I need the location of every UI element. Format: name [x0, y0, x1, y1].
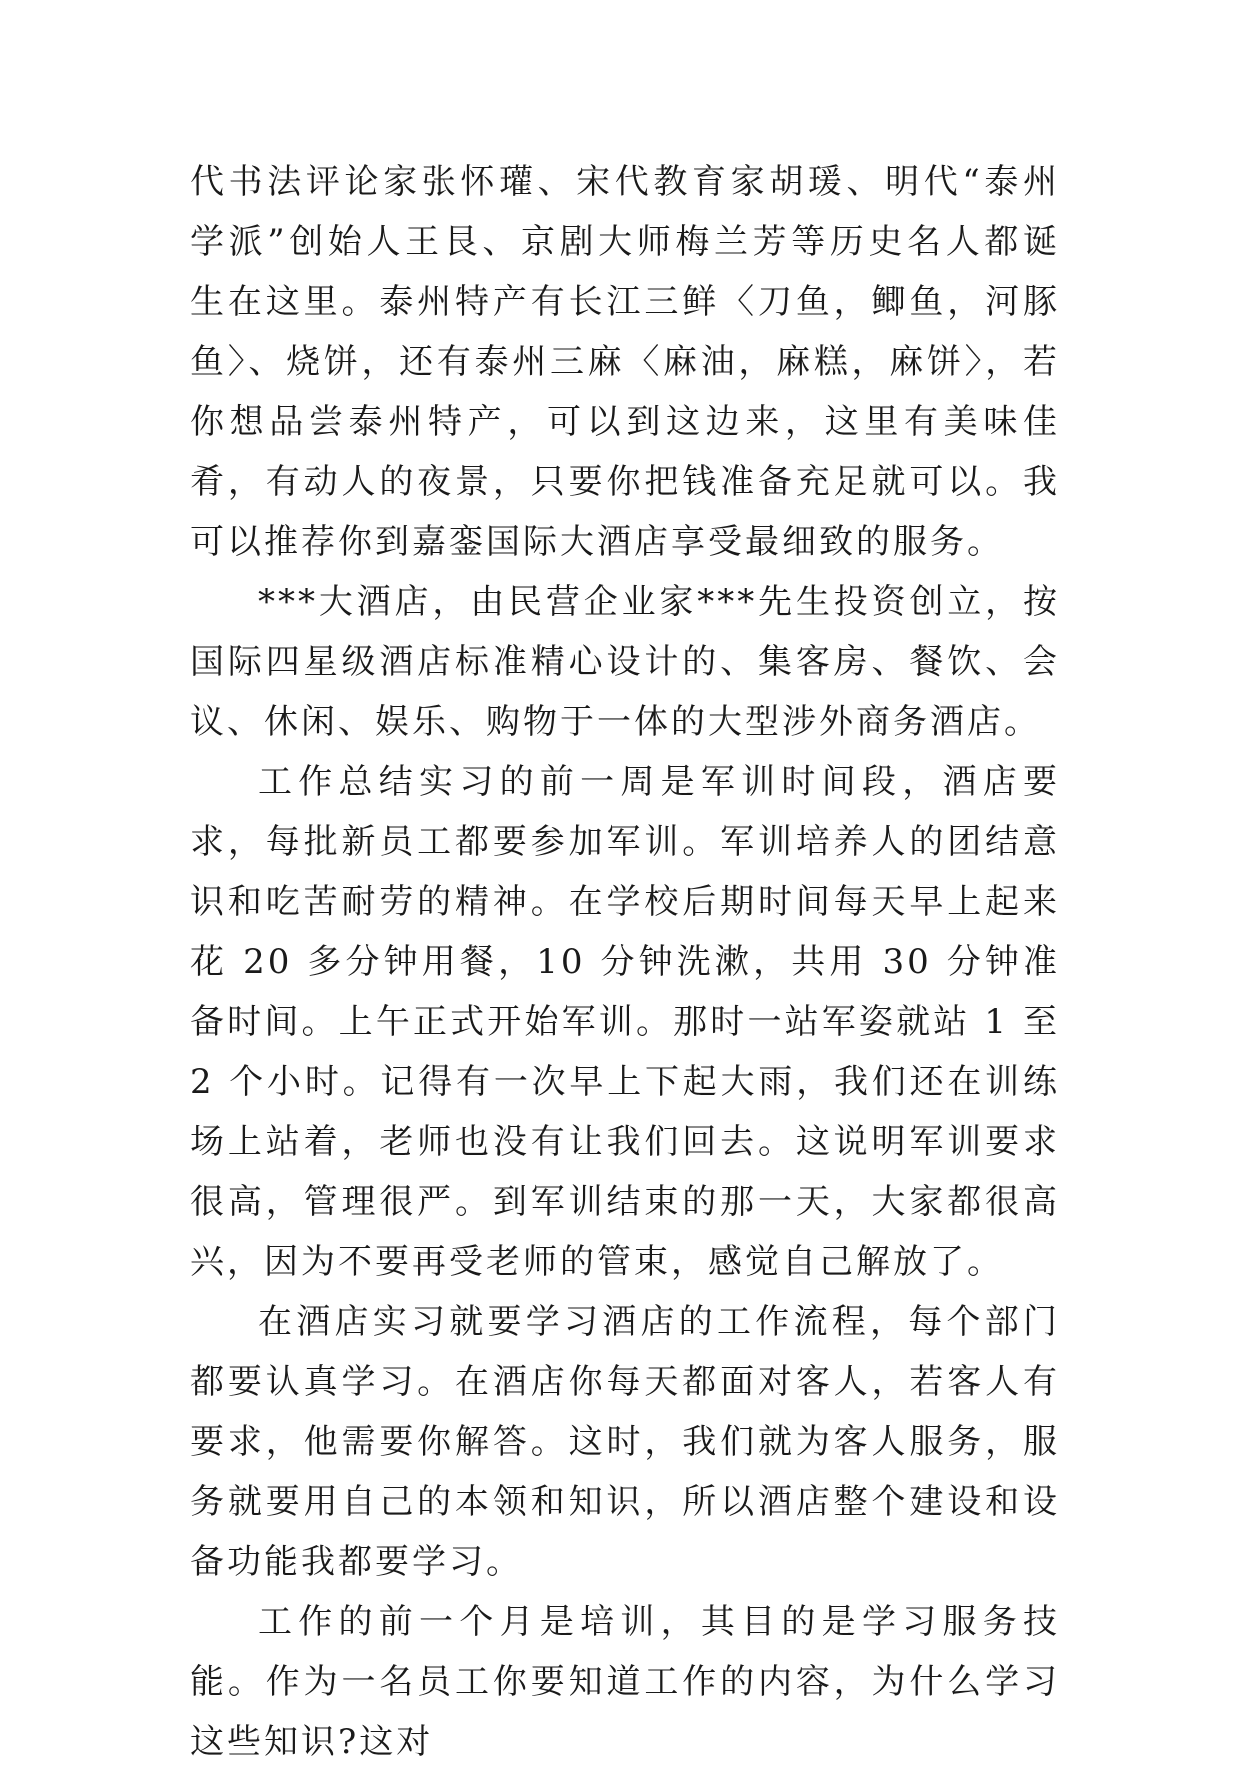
paragraph-military-training: 工作总结实习的前一周是军训时间段，酒店要求，每批新员工都要参加军训。军训培养人的团结意识和吃苦耐劳的精神。在学校后期时间每天早上起来花 20 多分钟用餐，10 分钟洗漱，共用 30 分钟准备时间。上午正式开始军训。那时一站军姿就站 1 至 2 个小时。记得有一次早上下起大雨，我们还在训练场上站着，老师也没有让我们回去。这说明军训要求很高，管理很严。到军训结束的那一天，大家都很高兴，因为不要再受老师的管束，感觉自己解放了。 [190, 762, 1060, 1282]
paragraph-training-month: 工作的前一个月是培训，其目的是学习服务技能。作为一名员工你要知道工作的内容，为什么学习这些知识?这对 [190, 1602, 1060, 1762]
paragraph-workflow: 在酒店实习就要学习酒店的工作流程，每个部门都要认真学习。在酒店你每天都面对客人，若客人有要求，他需要你解答。这时，我们就为客人服务，服务就要用自己的本领和知识，所以酒店整个建设和设备功能我都要学习。 [190, 1302, 1060, 1582]
paragraph-hotel-intro: ***大酒店，由民营企业家***先生投资创立，按国际四星级酒店标准精心设计的、集客房、餐饮、会议、休闲、娱乐、购物于一体的大型涉外商务酒店。 [190, 582, 1060, 742]
paragraph-continuation: 代书法评论家张怀瓘、宋代教育家胡瑗、明代“泰州学派”创始人王艮、京剧大师梅兰芳等历史名人都诞生在这里。泰州特产有长江三鲜〈刀鱼，鲫鱼，河豚鱼〉、烧饼，还有泰州三麻〈麻油，麻糕，麻饼〉，若你想品尝泰州特产，可以到这边来，这里有美味佳肴，有动人的夜景，只要你把钱准备充足就可以。我可以推荐你到嘉銮国际大酒店享受最细致的服务。 [190, 162, 1060, 562]
document-body [190, 152, 1060, 1772]
